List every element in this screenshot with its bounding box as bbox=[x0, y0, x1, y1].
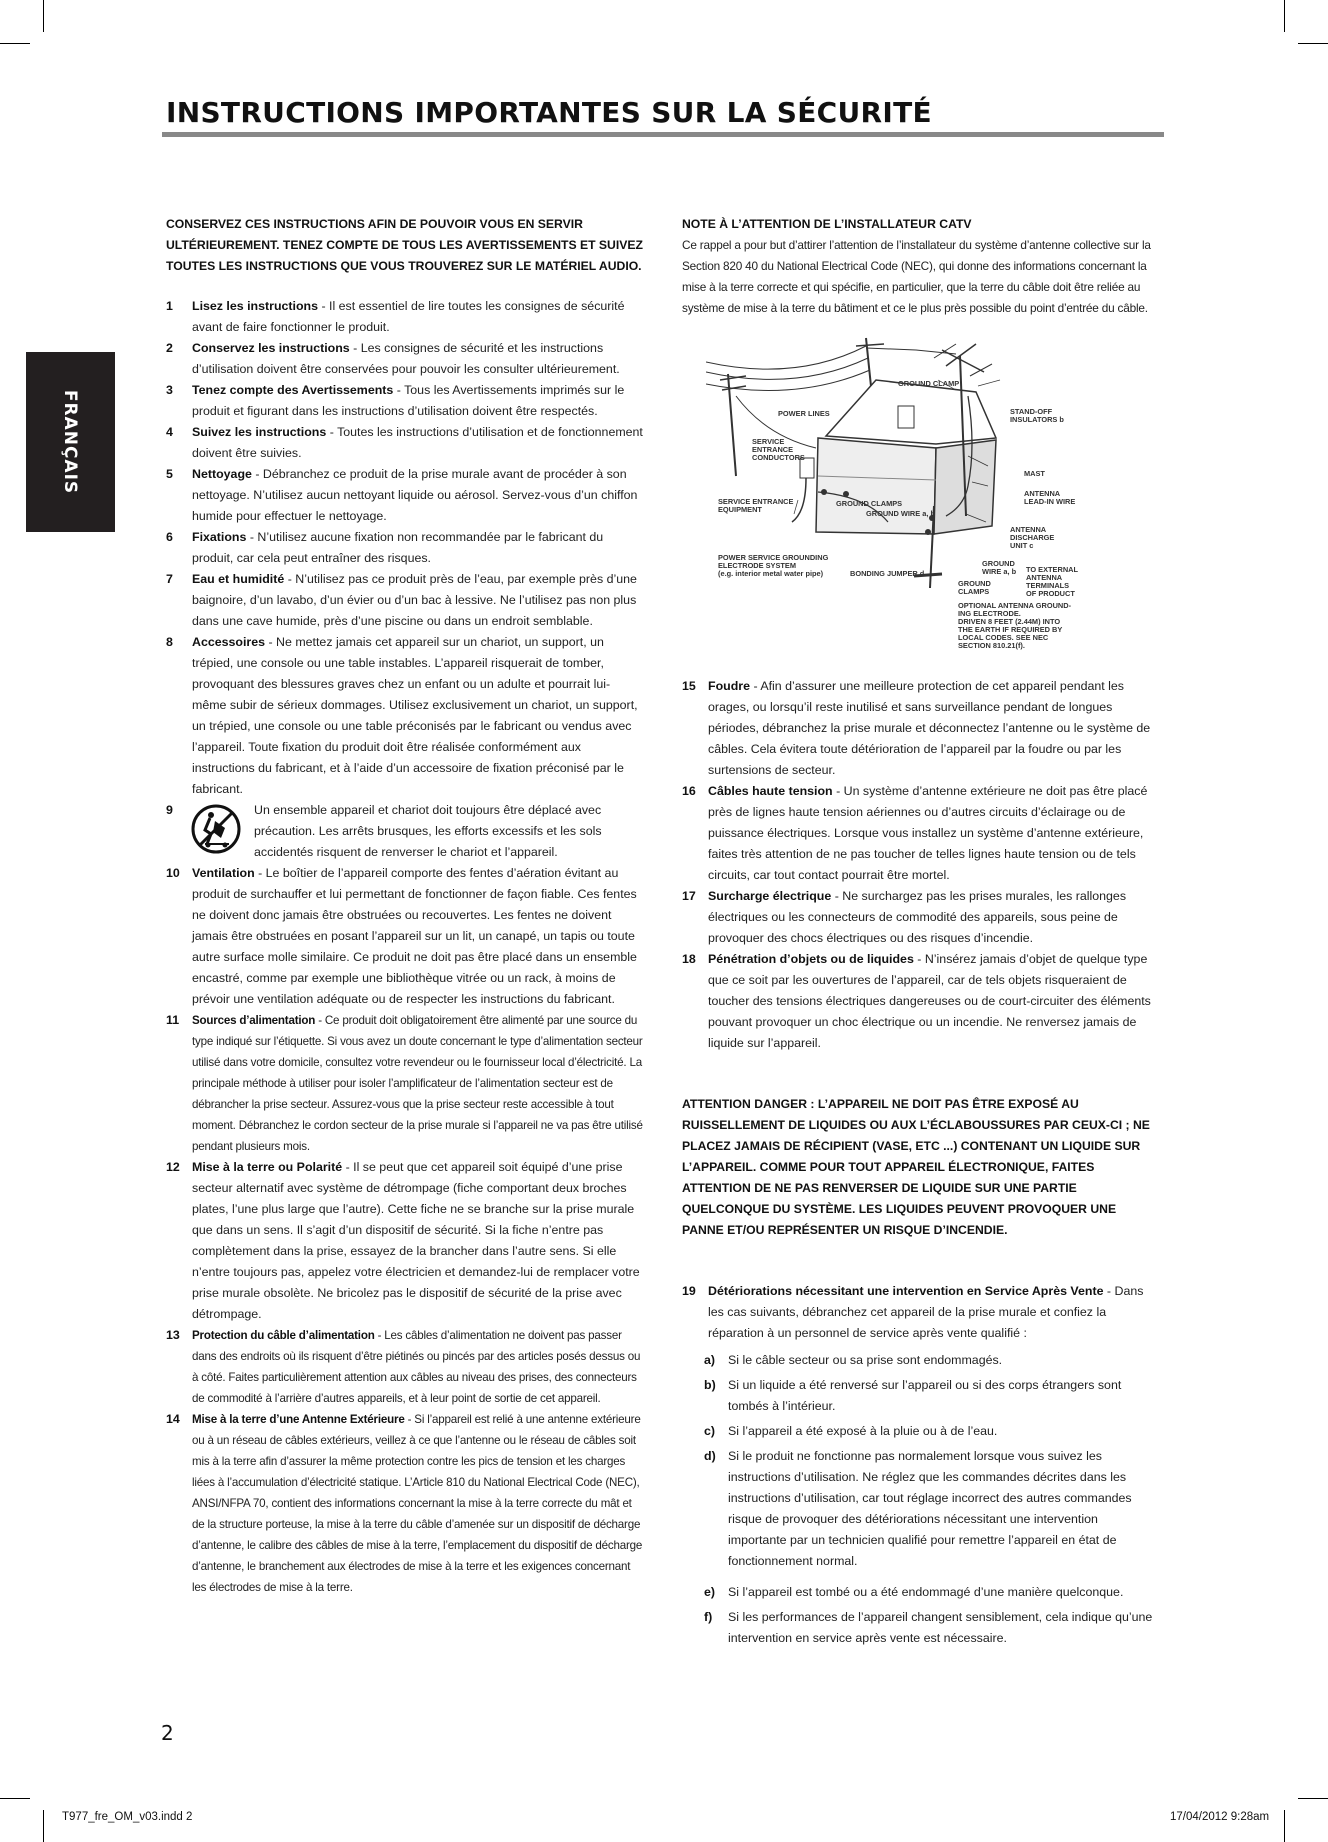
svg-text:EQUIPMENT: EQUIPMENT bbox=[718, 505, 762, 514]
right-column-lower bbox=[682, 676, 1158, 1649]
sub-item: d) Si le produit ne fonctionne pas normalement lorsque vous suivez les instructions d’utilisation. Ne réglez que les commandes décrites dans les instructions d’utilisation, car tout réglage incorrect des autres commandes risque de provoquer des détériorations nécessitant une intervention importante par un technicien qualifié pour remettre l’appareil en état de fonctionnement normal. bbox=[704, 1449, 1132, 1568]
svg-text:POWER SERVICE GROUNDING: POWER SERVICE GROUNDING bbox=[718, 553, 829, 562]
svg-text:ANTENNA: ANTENNA bbox=[1010, 525, 1047, 534]
catv-heading: NOTE À L’ATTENTION DE L’INSTALLATEUR CATV bbox=[682, 217, 972, 231]
list-item: 2 Conservez les instructions - Les consignes de sécurité et les instructions d’utilisation doivent être conservées pour pouvoir les consulter ultérieurement. bbox=[166, 341, 620, 376]
crop-mark bbox=[0, 43, 30, 44]
sub-item: a) Si le câble secteur ou sa prise sont endommagés. bbox=[704, 1353, 1003, 1367]
crop-mark bbox=[1298, 1798, 1328, 1799]
sub-item: c) Si l’appareil a été exposé à la pluie ou à de l’eau. bbox=[704, 1424, 998, 1438]
title-rule bbox=[162, 132, 1164, 137]
list-item: 18 Pénétration d’objets ou de liquides - N’insérez jamais d’objet de quelque type que ce soit par les ouvertures de l’appareil, car de tels objets risqueraient de toucher des tensions électriques dangereuses ou de court-circuiter des éléments pouvant provoquer un choc électrique ou un incendie. Ne renversez jamais de liquide sur l’appareil. bbox=[682, 952, 1151, 1050]
svg-text:ELECTRODE SYSTEM: ELECTRODE SYSTEM bbox=[718, 561, 797, 570]
svg-text:GROUND: GROUND bbox=[982, 559, 1015, 568]
list-item: 8 Accessoires - Ne mettez jamais cet appareil sur un chariot, un support, un trépied, une console ou une table instables. L’appareil risquerait de tomber, provoquant des blessures graves chez un enfant ou un adulte et pourrait lui-même subir de sérieux dommages. Utilisez exclusivement un chariot, un support, un trépied, une console ou une table préconisés par le fabricant ou vendus avec l’appareil. Toute fixation du produit doit être réalisée conformément aux instructions du fabricant, et à l’aide d’un accessoire de fixation préconisé par le fabricant. bbox=[166, 635, 638, 796]
crop-mark bbox=[1284, 0, 1285, 32]
language-tab-label: FRANÇAIS bbox=[60, 389, 80, 495]
svg-text:DRIVEN 8 FEET (2.44M) INTO: DRIVEN 8 FEET (2.44M) INTO bbox=[958, 617, 1061, 626]
list-item: 16 Câbles haute tension - Un système d’antenne extérieure ne doit pas être placé près de lignes haute tension aériennes ou d’autres circuits d’éclairage ou de puissance électriques. Lorsque vous installez un système d’antenne extérieure, faites très attention de ne pas toucher de telles lignes haute tension ou de tels circuits, car tout contact pourrait être mortel. bbox=[682, 784, 1148, 882]
svg-text:TERMINALS: TERMINALS bbox=[1026, 581, 1070, 590]
svg-text:DISCHARGE: DISCHARGE bbox=[1010, 533, 1055, 542]
list-item: 15 Foudre - Afin d’assurer une meilleure protection de cet appareil pendant les orages, ou lorsqu’il reste inutilisé et sans surveillance pendant de longues périodes, débranchez la prise murale et déconnectez l’antenne ou le système de câbles. Cela évitera toute détérioration de l’appareil par la foudre ou par les surtensions de secteur. bbox=[682, 679, 1151, 777]
svg-text:GROUND WIRE a, b: GROUND WIRE a, b bbox=[866, 509, 935, 518]
crop-mark bbox=[0, 1798, 30, 1799]
svg-text:UNIT c: UNIT c bbox=[1010, 541, 1034, 550]
svg-text:ENTRANCE: ENTRANCE bbox=[752, 445, 794, 454]
antenna-grounding-diagram bbox=[706, 336, 1158, 656]
intro-caps: CONSERVEZ CES INSTRUCTIONS AFIN DE POUVOIR VOUS EN SERVIR ULTÉRIEUREMENT. TENEZ COMPTE DE TOUS LES AVERTISSEMENTS ET SUIVEZ TOUTES LES INSTRUCTIONS QUE VOUS TROUVEREZ SUR LE MATÉRIEL AUDIO. bbox=[166, 217, 643, 273]
svg-text:SECTION 810.21(f).: SECTION 810.21(f). bbox=[958, 641, 1025, 650]
list-item: 4 Suivez les instructions - Toutes les instructions d’utilisation et de fonctionnement doivent être suivies. bbox=[166, 425, 643, 460]
crop-mark bbox=[43, 0, 44, 32]
list-item: 19 Détériorations nécessitant une intervention en Service Après Vente - Dans les cas suivants, débranchez cet appareil de la prise murale et confiez la réparation à un personnel de service après vente qualifié : bbox=[682, 1284, 1144, 1340]
svg-text:SERVICE: SERVICE bbox=[752, 437, 785, 446]
right-column bbox=[682, 214, 1158, 319]
footer-filename: T977_fre_OM_v03.indd 2 bbox=[62, 1811, 193, 1823]
page-number: 2 bbox=[161, 1721, 174, 1745]
list-item: 10 Ventilation - Le boîtier de l’appareil comporte des fentes d’aération évitant au produit de surchauffer et lui permettant de fonctionner de façon fiable. Ces fentes ne doivent donc jamais être obstruées ou recouvertes. Les fentes ne doivent jamais être obstruées en posant l’appareil sur un lit, un canapé, un tapis ou toute autre surface molle similaire. Ce produit ne doit pas être placé dans un ensemble encastré, comme par exemple une bibliothèque vitrée ou un rack, à moins de prévoir une ventilation adéquate ou de respecter les instructions du fabricant. bbox=[166, 866, 637, 1006]
svg-text:GROUND: GROUND bbox=[958, 579, 991, 588]
svg-text:CONDUCTORS: CONDUCTORS bbox=[752, 453, 805, 462]
crop-mark bbox=[1298, 43, 1328, 44]
catv-text: Ce rappel a pour but d’attirer l’attention de l’installateur du système d’antenne collective sur la Section 820 40 du National Electrical Code (NEC), qui donne des informations concernant la mise à la terre correcte et qui spécifie, en particulier, que la terre du câble doit être reliée au système de mise à la terre du bâtiment et ce le plus près possible du point d’entrée du câble. bbox=[682, 238, 1151, 315]
liquid-warning: ATTENTION DANGER : L’APPAREIL NE DOIT PAS ÊTRE EXPOSÉ AU RUISSELLEMENT DE LIQUIDES OU AUX L’ÉCLABOUSSURES PAR CEUX-CI ; NE PLACEZ JAMAIS DE RÉCIPIENT (VASE, ETC ...) CONTENANT UN LIQUIDE SUR L’APPAREIL. COMME POUR TOUT APPAREIL ÉLECTRONIQUE, FAITES ATTENTION DE NE PAS RENVERSER DE LIQUIDE SUR UNE PARTIE QUELCONQUE DU SYSTÈME. LES LIQUIDES PEUVENT PROVOQUER UNE PANNE ET/OU REPRÉSENTER UN RISQUE D’INCENDIE. bbox=[682, 1097, 1150, 1237]
list-item: 13 Protection du câble d’alimentation - Les câbles d’alimentation ne doivent pas passer dans des endroits où ils risquent d’être piétinés ou pincés par des articles posés dessus ou à côté. Faites particulièrement attention aux câbles au niveau des prises, des connecteurs de commodité à l’arrière d’autres appareils, et à leur point de sortie de cet appareil. bbox=[166, 1328, 641, 1405]
svg-text:ING ELECTRODE.: ING ELECTRODE. bbox=[958, 609, 1021, 618]
list-item: 1 Lisez les instructions - Il est essentiel de lire toutes les consignes de sécurité avant de faire fonctionner le produit. bbox=[166, 299, 625, 334]
left-column bbox=[166, 214, 644, 1598]
list-item: 7 Eau et humidité - N’utilisez pas ce produit près de l’eau, par exemple près d’une baignoire, d’un lavabo, d’un évier ou d’un bac à lessive. Ne l’utilisez pas non plus dans une cave humide, près d’une piscine ou dans un endroit semblable. bbox=[166, 572, 637, 628]
svg-text:GROUND CLAMPS: GROUND CLAMPS bbox=[836, 499, 903, 508]
svg-text:BONDING JUMPER d: BONDING JUMPER d bbox=[850, 569, 925, 578]
cart-tip-over-warning-icon bbox=[191, 804, 241, 854]
svg-text:OPTIONAL ANTENNA GROUND-: OPTIONAL ANTENNA GROUND- bbox=[958, 601, 1072, 610]
svg-text:STAND-OFF: STAND-OFF bbox=[1010, 407, 1053, 416]
svg-text:LOCAL CODES. SEE NEC: LOCAL CODES. SEE NEC bbox=[958, 633, 1049, 642]
svg-text:TO EXTERNAL: TO EXTERNAL bbox=[1026, 565, 1079, 574]
svg-text:CLAMPS: CLAMPS bbox=[958, 587, 990, 596]
page-title: INSTRUCTIONS IMPORTANTES SUR LA SÉCURITÉ bbox=[166, 96, 932, 129]
svg-text:(e.g. interior metal water pip: (e.g. interior metal water pipe) bbox=[718, 569, 824, 578]
footer-date: 17/04/2012 9:28am bbox=[1170, 1811, 1270, 1823]
svg-text:WIRE a, b: WIRE a, b bbox=[982, 567, 1017, 576]
svg-text:MAST: MAST bbox=[1024, 469, 1045, 478]
crop-mark bbox=[1284, 1810, 1285, 1842]
crop-mark bbox=[43, 1810, 44, 1842]
list-item: 12 Mise à la terre ou Polarité - Il se peut que cet appareil soit équipé d’une prise secteur alternatif avec système de détrompage (fiche comportant deux broches plates, l’une plus large que l’autre). Cette fiche ne se branche sur la prise murale que dans un sens. Il s’agit d’un dispositif de sécurité. Si la fiche n’entre pas complètement dans la prise, essayez de la brancher dans l’autre sens. Si elle n’entre toujours pas, appelez votre électricien et demandez-lui de remplacer votre prise murale obsolète. Ne bricolez pas le dispositif de sécurité de la prise avec détrompage. bbox=[166, 1160, 640, 1321]
sub-item: f) Si les performances de l’appareil changent sensiblement, cela indique qu’une intervention en service après vente est nécessaire. bbox=[704, 1610, 1153, 1645]
svg-text:POWER LINES: POWER LINES bbox=[778, 409, 830, 418]
sub-item: b) Si un liquide a été renversé sur l’appareil ou si des corps étrangers sont tombés à l’intérieur. bbox=[704, 1378, 1122, 1413]
list-item: 11 Sources d’alimentation - Ce produit doit obligatoirement être alimenté par une source du type indiqué sur l’étiquette. Si vous avez un doute concernant le type d’alimentation secteur utilisé dans votre domicile, consultez votre revendeur ou le fournisseur local d’électricité. La principale méthode à utiliser pour isoler l’amplificateur de l’alimentation secteur est de débrancher la prise secteur. Assurez-vous que la prise secteur reste accessible à tout moment. Débranchez le cordon secteur de la prise murale si l’appareil ne va pas être utilisé pendant plusieurs mois. bbox=[166, 1013, 643, 1153]
svg-text:SERVICE ENTRANCE: SERVICE ENTRANCE bbox=[718, 497, 794, 506]
list-item: 17 Surcharge électrique - Ne surchargez pas les prises murales, les rallonges électriques ou les connecteurs de commodité des appareils, sous peine de provoquer des chocs électriques ou des risques d’incendie. bbox=[682, 889, 1127, 945]
list-item: 14 Mise à la terre d’une Antenne Extérieure - Si l’appareil est relié à une antenne extérieure ou à un réseau de câbles extérieurs, veillez à ce que l’antenne ou le réseau de câbles soit mis à la terre afin d’assurer la même protection contre les pics de tension et les charges liées à l’accumulation d’électricité statique. L’Article 810 du National Electrical Code (NEC), ANSI/NFPA 70, contient des informations concernant la mise à la terre correcte du mât et de la structure porteuse, la mise à la terre du câble d’amenée sur un dispositif de décharge d’antenne, le calibre des câbles de mise à la terre, l’emplacement du dispositif de décharge d’antenne, le branchement aux électrodes de mise à la terre et les exigences concernant les électrodes de mise à la terre. bbox=[166, 1412, 643, 1594]
svg-text:OF PRODUCT: OF PRODUCT bbox=[1026, 589, 1075, 598]
svg-text:GROUND CLAMP: GROUND CLAMP bbox=[898, 379, 960, 388]
svg-text:ANTENNA: ANTENNA bbox=[1024, 489, 1061, 498]
list-item: 5 Nettoyage - Débranchez ce produit de la prise murale avant de procéder à son nettoyage. N’utilisez aucun nettoyant liquide ou aérosol. Servez-vous d’un chiffon humide pour effectuer le nettoyage. bbox=[166, 467, 638, 523]
sub-item: e) Si l’appareil est tombé ou a été endommagé d’une manière quelconque. bbox=[704, 1585, 1124, 1599]
svg-text:LEAD-IN WIRE: LEAD-IN WIRE bbox=[1024, 497, 1076, 506]
list-item: 6 Fixations - N’utilisez aucune fixation non recommandée par le fabricant du produit, car cela peut entraîner des risques. bbox=[166, 530, 604, 565]
list-item: 3 Tenez compte des Avertissements - Tous les Avertissements imprimés sur le produit et figurant dans les instructions d’utilisation doivent être respectés. bbox=[166, 383, 625, 418]
svg-text:INSULATORS b: INSULATORS b bbox=[1010, 415, 1064, 424]
list-item-cart-warning: 9 Un ensemble appareil et chariot doit toujours être déplacé avec précaution. Les arrêts brusques, les efforts excessifs et les sols accidentés risquent de renverser le chariot et l’appareil. bbox=[166, 803, 602, 859]
language-tab bbox=[26, 352, 115, 532]
svg-text:THE EARTH IF REQUIRED BY: THE EARTH IF REQUIRED BY bbox=[958, 625, 1063, 634]
svg-text:ANTENNA: ANTENNA bbox=[1026, 573, 1063, 582]
